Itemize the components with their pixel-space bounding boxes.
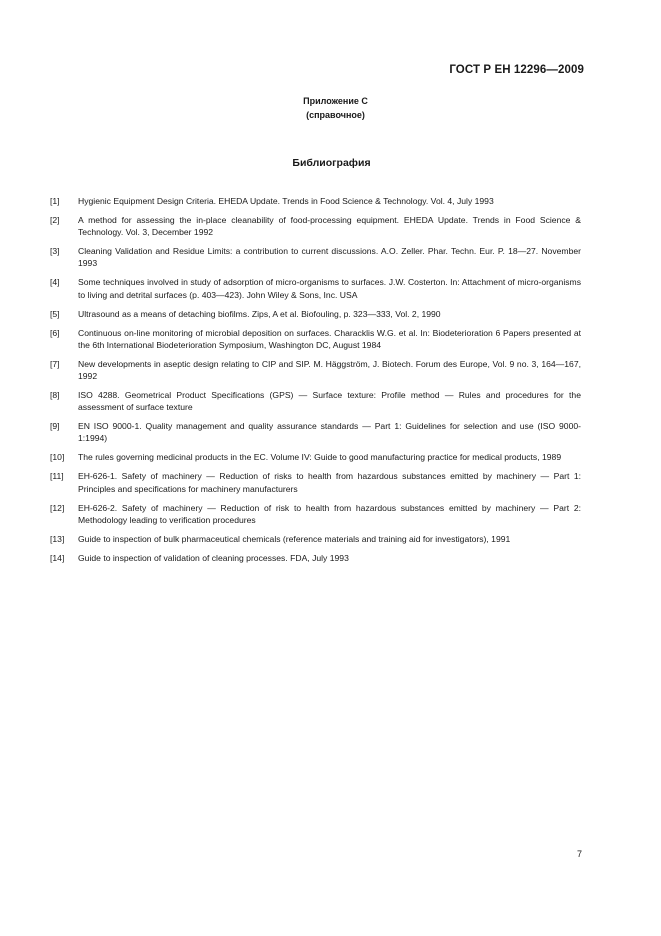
bibliography-heading bbox=[0, 157, 661, 169]
annex-title bbox=[0, 94, 661, 122]
reference-number: [7] bbox=[50, 358, 60, 369]
reference-text: Continuous on-line monitoring of microbial deposition on surfaces. Characklis W.G. et al. In: Biodeterioration 6 Papers presented at the 6th International Biodeterioration Symposium, Washington DC, August 1984 bbox=[78, 327, 581, 350]
reference-text: Cleaning Validation and Residue Limits: a contribution to current discussions. A.O. Zeller. Phar. Techn. Eur. P. 18—27. November 1993 bbox=[78, 246, 581, 269]
reference-text: Ultrasound as a means of detaching biofilms. Zips, A et al. Biofouling, p. 323—333, Vol. 2, 1990 bbox=[78, 308, 441, 319]
annex-label: Приложение С bbox=[303, 96, 368, 106]
reference-item bbox=[50, 389, 581, 413]
reference-text: EN ISO 9000-1. Quality management and quality assurance standards — Part 1: Guidelines for selection and use (ISO 9000-1:1994) bbox=[78, 421, 581, 444]
reference-text: The rules governing medicinal products in the EC. Volume IV: Guide to good manufacturing practice for medical products, 1989 bbox=[78, 452, 562, 463]
reference-item bbox=[50, 358, 581, 382]
reference-number: [13] bbox=[50, 533, 65, 544]
reference-number: [10] bbox=[50, 452, 65, 463]
reference-number: [4] bbox=[50, 277, 60, 288]
reference-text: Some techniques involved in study of adsorption of micro-organisms to surfaces. J.W. Costerton. In: Attachment of micro-organisms to living and detrital surfaces (p. 403—423). John Wiley & Sons, Inc. USA bbox=[78, 277, 581, 300]
reference-number: [12] bbox=[50, 502, 65, 513]
reference-text: Hygienic Equipment Design Criteria. EHEDA Update. Trends in Food Science & Technology. Vol. 4, July 1993 bbox=[78, 196, 494, 206]
reference-item bbox=[50, 420, 581, 444]
page-number: 7 bbox=[576, 849, 582, 859]
reference-number: [3] bbox=[50, 246, 60, 257]
reference-text: EH-626-1. Safety of machinery — Reduction of risks to health from hazardous substances emitted by machinery — Part 1: Principles and specifications for machinery manufacturers bbox=[78, 471, 581, 494]
reference-number: [5] bbox=[50, 308, 60, 319]
reference-item bbox=[50, 552, 581, 564]
reference-number: [1] bbox=[50, 196, 60, 206]
reference-number: [9] bbox=[50, 421, 60, 432]
reference-item bbox=[50, 276, 581, 300]
reference-item bbox=[50, 308, 581, 320]
reference-item bbox=[50, 327, 581, 351]
reference-text: EH-626-2. Safety of machinery — Reduction of risk to health from hazardous substances emitted by machinery — Part 2: Methodology leading to verification procedures bbox=[78, 502, 581, 525]
reference-item bbox=[50, 533, 581, 545]
reference-text: Guide to inspection of bulk pharmaceutical chemicals (reference materials and training aid for investigators), 1991 bbox=[78, 533, 511, 544]
reference-number: [6] bbox=[50, 327, 60, 338]
reference-text: A method for assessing the in-place cleanability of food-processing equipment. EHEDA Update. Trends in Food Science & Technology. Vol. 3, December 1992 bbox=[78, 215, 581, 238]
bibliography-heading-text: Библиография bbox=[292, 157, 371, 169]
reference-number: [14] bbox=[50, 552, 65, 563]
reference-text: Guide to inspection of validation of cleaning processes. FDA, July 1993 bbox=[78, 552, 349, 563]
reference-item bbox=[50, 214, 581, 238]
annex-type: (справочное) bbox=[306, 110, 365, 120]
reference-number: [2] bbox=[50, 215, 60, 225]
reference-number: [11] bbox=[50, 471, 64, 482]
reference-number: [8] bbox=[50, 390, 60, 401]
reference-item bbox=[50, 502, 581, 526]
reference-item bbox=[50, 245, 581, 269]
reference-item bbox=[50, 195, 581, 207]
reference-text: New developments in aseptic design relating to CIP and SIP. M. Häggström, J. Biotech. Forum des Europe, Vol. 9 no. 3, 164—167, 1992 bbox=[78, 358, 581, 382]
reference-item bbox=[50, 451, 581, 463]
reference-text: ISO 4288. Geometrical Product Specifications (GPS) — Surface texture: Profile method — Rules and procedures for the assessment of surface texture bbox=[78, 390, 581, 413]
reference-list bbox=[50, 195, 581, 571]
reference-item bbox=[50, 470, 581, 494]
document-code: ГОСТ Р ЕН 12296—2009 bbox=[449, 64, 584, 76]
